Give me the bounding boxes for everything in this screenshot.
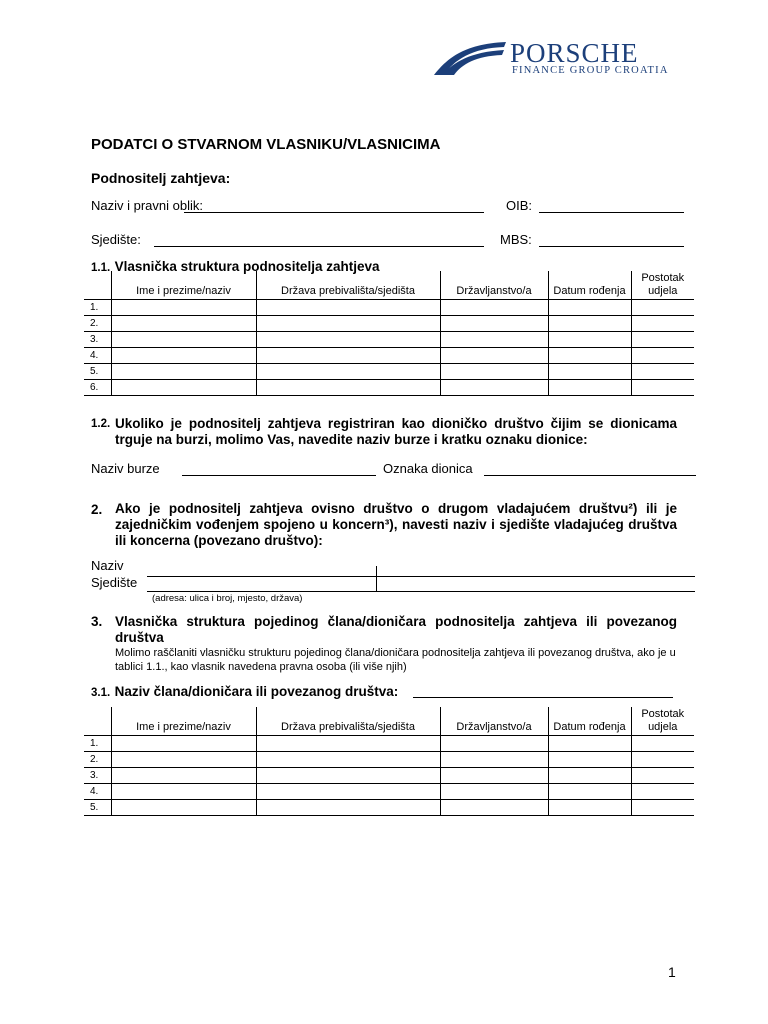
cell-name[interactable] (111, 735, 256, 751)
cell-birth-date[interactable] (548, 363, 631, 379)
cell-birth-date[interactable] (548, 379, 631, 395)
row-number: 3. (84, 767, 111, 783)
section-number: 2. (91, 502, 103, 517)
row-number: 2. (84, 751, 111, 767)
header-share: Postotak udjela (631, 707, 694, 735)
member-name-field[interactable] (413, 697, 673, 698)
header-share: Postotak udjela (631, 271, 694, 299)
name-legal-form-field[interactable] (184, 212, 484, 213)
cell-citizenship[interactable] (440, 379, 548, 395)
table-row (84, 751, 694, 767)
header-birth-date: Datum rođenja (548, 271, 631, 299)
table-row (84, 299, 694, 315)
field-divider (376, 566, 377, 592)
cell-name[interactable] (111, 767, 256, 783)
cell-share[interactable] (631, 379, 694, 395)
row-number: 6. (84, 379, 111, 395)
row-number: 5. (84, 799, 111, 815)
table-row (84, 735, 694, 751)
cell-citizenship[interactable] (440, 783, 548, 799)
section-title: Naziv člana/dioničara ili povezanog društva: (114, 684, 399, 699)
ticker-label: Oznaka dionica (383, 461, 473, 476)
seat-field[interactable] (154, 246, 484, 247)
row-number: 1. (84, 299, 111, 315)
cell-name[interactable] (111, 799, 256, 815)
table-row (84, 783, 694, 799)
header-name: Ime i prezime/naziv (111, 271, 256, 299)
cell-country[interactable] (256, 767, 440, 783)
table-row (84, 363, 694, 379)
row-number: 3. (84, 331, 111, 347)
ticker-field[interactable] (484, 475, 696, 476)
table-row (84, 767, 694, 783)
section-number: 3.1. (91, 687, 111, 699)
cell-country[interactable] (256, 799, 440, 815)
name-legal-form-label: Naziv i pravni oblik: (91, 198, 203, 213)
parent-seat-label: Sjedište (91, 575, 138, 590)
seat-label: Sjedište: (91, 232, 141, 247)
applicant-heading: Podnositelj zahtjeva: (91, 170, 231, 186)
document-title: PODATCI O STVARNOM VLASNIKU/VLASNICIMA (91, 136, 441, 153)
cell-country[interactable] (256, 751, 440, 767)
section-2-text: Ako je podnositelj zahtjeva ovisno društvo o drugom vladajućem društvu²) ili je zajedničkim vođenjem spojeno u koncern³), navesti naziv i sjedište vladajućeg društva ili koncerna (povezano društvo): (115, 501, 677, 548)
exchange-name-field[interactable] (182, 475, 376, 476)
oib-label: OIB: (506, 198, 533, 213)
header-country: Država prebivališta/sjedišta (256, 271, 440, 299)
cell-name[interactable] (111, 379, 256, 395)
table-row (84, 799, 694, 815)
section-number: 1.1. (91, 262, 111, 274)
cell-name[interactable] (111, 751, 256, 767)
cell-birth-date[interactable] (548, 299, 631, 315)
exchange-name-label: Naziv burze (91, 461, 160, 476)
row-number: 5. (84, 363, 111, 379)
oib-field[interactable] (539, 212, 684, 213)
cell-citizenship[interactable] (440, 735, 548, 751)
table-row (84, 331, 694, 347)
cell-share[interactable] (631, 799, 694, 815)
cell-share[interactable] (631, 751, 694, 767)
cell-share[interactable] (631, 347, 694, 363)
cell-name[interactable] (111, 299, 256, 315)
mbs-field[interactable] (539, 246, 684, 247)
cell-birth-date[interactable] (548, 347, 631, 363)
table-row (84, 315, 694, 331)
cell-share[interactable] (631, 363, 694, 379)
cell-name[interactable] (111, 347, 256, 363)
company-logo (432, 38, 712, 80)
cell-birth-date[interactable] (548, 783, 631, 799)
row-number: 4. (84, 347, 111, 363)
parent-seat-field[interactable] (147, 591, 695, 592)
table-row (84, 347, 694, 363)
cell-country[interactable] (256, 783, 440, 799)
cell-citizenship[interactable] (440, 331, 548, 347)
cell-name[interactable] (111, 331, 256, 347)
cell-share[interactable] (631, 783, 694, 799)
section-3-note: Molimo raščlaniti vlasničku strukturu pojedinog člana/dioničara podnositelja zahtjeva ili povezanog društva, ako je u tablici 1.1., kao vlasnik navedena pravna osoba (ili više njih) (115, 647, 676, 673)
section-1-2-text: Ukoliko je podnositelj zahtjeva registriran kao dioničko društvo čijim se dionicama trguje na burzi, molimo Vas, navedite naziv burze i kratku oznaku dionice: (115, 416, 677, 447)
cell-citizenship[interactable] (440, 363, 548, 379)
header-citizenship: Državljanstvo/a (440, 707, 548, 735)
cell-citizenship[interactable] (440, 799, 548, 815)
cell-birth-date[interactable] (548, 751, 631, 767)
cell-country[interactable] (256, 299, 440, 315)
cell-share[interactable] (631, 299, 694, 315)
header-birth-date: Datum rođenja (548, 707, 631, 735)
parent-name-label: Naziv (91, 558, 124, 573)
row-number: 2. (84, 315, 111, 331)
cell-birth-date[interactable] (548, 767, 631, 783)
header-country: Država prebivališta/sjedišta (256, 707, 440, 735)
cell-country[interactable] (256, 331, 440, 347)
row-number: 1. (84, 735, 111, 751)
cell-name[interactable] (111, 363, 256, 379)
cell-share[interactable] (631, 735, 694, 751)
ownership-table-1 (84, 271, 694, 396)
section-title: Vlasnička struktura podnositelja zahtjeva (114, 259, 380, 274)
cell-birth-date[interactable] (548, 315, 631, 331)
cell-birth-date[interactable] (548, 799, 631, 815)
page-number: 1 (668, 964, 676, 980)
cell-name[interactable] (111, 783, 256, 799)
cell-country[interactable] (256, 347, 440, 363)
table-row (84, 379, 694, 395)
logo-wordmark: PORSCHE (510, 38, 639, 68)
cell-citizenship[interactable] (440, 751, 548, 767)
cell-country[interactable] (256, 735, 440, 751)
section-3-1-heading (91, 683, 398, 701)
cell-citizenship[interactable] (440, 347, 548, 363)
cell-country[interactable] (256, 363, 440, 379)
porsche-swoosh-icon (432, 38, 508, 78)
section-3-title: Vlasnička struktura pojedinog člana/dioničara podnositelja zahtjeva ili povezanog društva (115, 614, 677, 645)
header-name: Ime i prezime/naziv (111, 707, 256, 735)
logo-subtitle: FINANCE GROUP CROATIA (512, 65, 669, 76)
section-number: 3. (91, 614, 103, 629)
parent-name-field[interactable] (147, 576, 695, 577)
cell-country[interactable] (256, 315, 440, 331)
cell-share[interactable] (631, 331, 694, 347)
cell-citizenship[interactable] (440, 299, 548, 315)
section-number: 1.2. (91, 418, 111, 430)
row-number: 4. (84, 783, 111, 799)
address-hint: (adresa: ulica i broj, mjesto, država) (152, 593, 303, 604)
cell-birth-date[interactable] (548, 735, 631, 751)
cell-share[interactable] (631, 767, 694, 783)
cell-citizenship[interactable] (440, 767, 548, 783)
cell-share[interactable] (631, 315, 694, 331)
cell-name[interactable] (111, 315, 256, 331)
ownership-table-2 (84, 707, 694, 816)
mbs-label: MBS: (500, 232, 532, 247)
cell-birth-date[interactable] (548, 331, 631, 347)
cell-citizenship[interactable] (440, 315, 548, 331)
header-citizenship: Državljanstvo/a (440, 271, 548, 299)
cell-country[interactable] (256, 379, 440, 395)
